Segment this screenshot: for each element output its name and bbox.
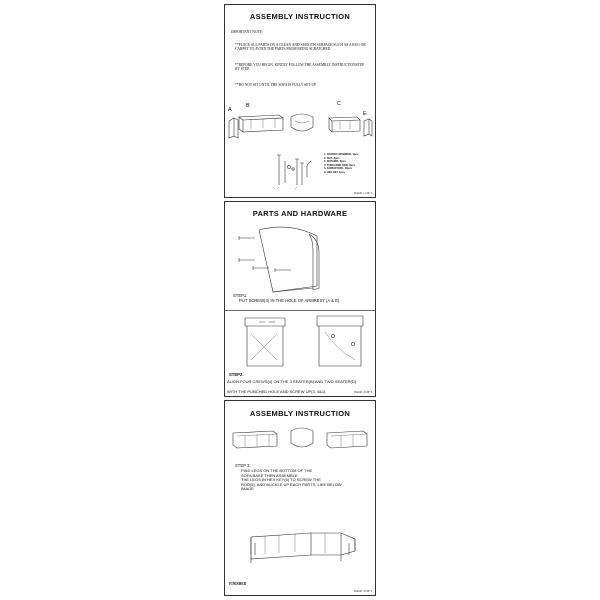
step-3-text [241, 469, 342, 492]
page-1-title: ASSEMBLY INSTRUCTION [249, 12, 351, 21]
sofa-parts-illustration [225, 109, 376, 149]
part-label-c: C [337, 101, 341, 107]
part-label-b: B [246, 103, 250, 109]
page-3 [224, 400, 376, 596]
step-3-line: IMAGE [241, 486, 254, 492]
step-3-line: THE LEGS IN HEX KEY(6) TO SCREW THE [241, 477, 321, 483]
step-2-label: STEP2: [229, 372, 244, 377]
important-note-label: IMPORTANT NOTE: [231, 30, 263, 34]
step-2-text-1: ALIGN FOUR CREWS(4) ON THE 3 SEATER(B) AND TWO SEATER(D) [227, 379, 357, 384]
note-3: **DO NOT SIT UNTIL THE SOFA IS FULLY SET-UP. [235, 83, 317, 87]
finished-sofa-illustration [225, 513, 376, 573]
hardware-list [324, 153, 358, 175]
hardware-illustration [269, 151, 329, 191]
page-2-title: PARTS AND HARDWARE [252, 209, 348, 218]
step-3-line: ROD(5), AND BUCKLE UP EACH PARTS, LIKE BELOW [241, 481, 342, 487]
note-1: **PLACE ALL PARTS ON A CLEAN AND SMOOTH SURFACE SUCH AS A RUG OR CARPET TO AVOID THE PARTS FROM BEING SCRATCHED. [235, 43, 366, 52]
seater-alignment-illustration [225, 314, 376, 370]
step-1-label: STEP1: [233, 293, 248, 298]
armrest-screws-illustration [225, 224, 376, 294]
hardware-item: 4. THREADED ROD- 8pcs [324, 163, 356, 167]
page-3-title: ASSEMBLY INSTRUCTION [249, 409, 351, 418]
page-1-number: PAGE 1 OF 3 [354, 191, 372, 195]
part-label-a: A [228, 107, 232, 113]
hardware-item: 2. NUT- 8pcs [324, 156, 340, 160]
page-1 [224, 4, 376, 198]
step-3-label: STEP 3: [235, 463, 251, 468]
hardware-item: 5. SCREW ROD- 10pcs [324, 167, 352, 171]
step-1-text: PUT SCREW(4) IN THE HOLE OF ARMREST (A & E) [239, 298, 340, 303]
page-3-number: PAGE 3 OF 3 [354, 589, 372, 593]
hardware-item: 1. SOCKET SPANNER- 1pcs [324, 153, 359, 156]
step-3-line: FIND LEGS ON THE BOTTOM OF THE [241, 468, 313, 473]
step-3-line: SOFA BASE THEN ASSEMBLE [241, 472, 298, 478]
finished-label: FINISHED [229, 582, 247, 586]
hardware-item: 3. WASHER- 8pcs [324, 160, 346, 164]
page-2-number: PAGE 2 OF 3 [354, 390, 372, 394]
part-label-e: E [363, 111, 367, 117]
hardware-item: 6. HEX KEY-1pcs [324, 170, 345, 174]
sofa-sections-illustration [225, 425, 376, 455]
page-2 [224, 201, 376, 397]
note-2: **BEFORE YOU BEGIN, KINDLY FOLLOW THE ASSEMBLY INSTRUCTIONSTEP BY STEP. [235, 63, 364, 72]
step-2-text-2: WITH THE PUNCHED HOLE AND SCREW UP(3, 4&1). [227, 389, 327, 394]
step-divider [225, 310, 375, 311]
